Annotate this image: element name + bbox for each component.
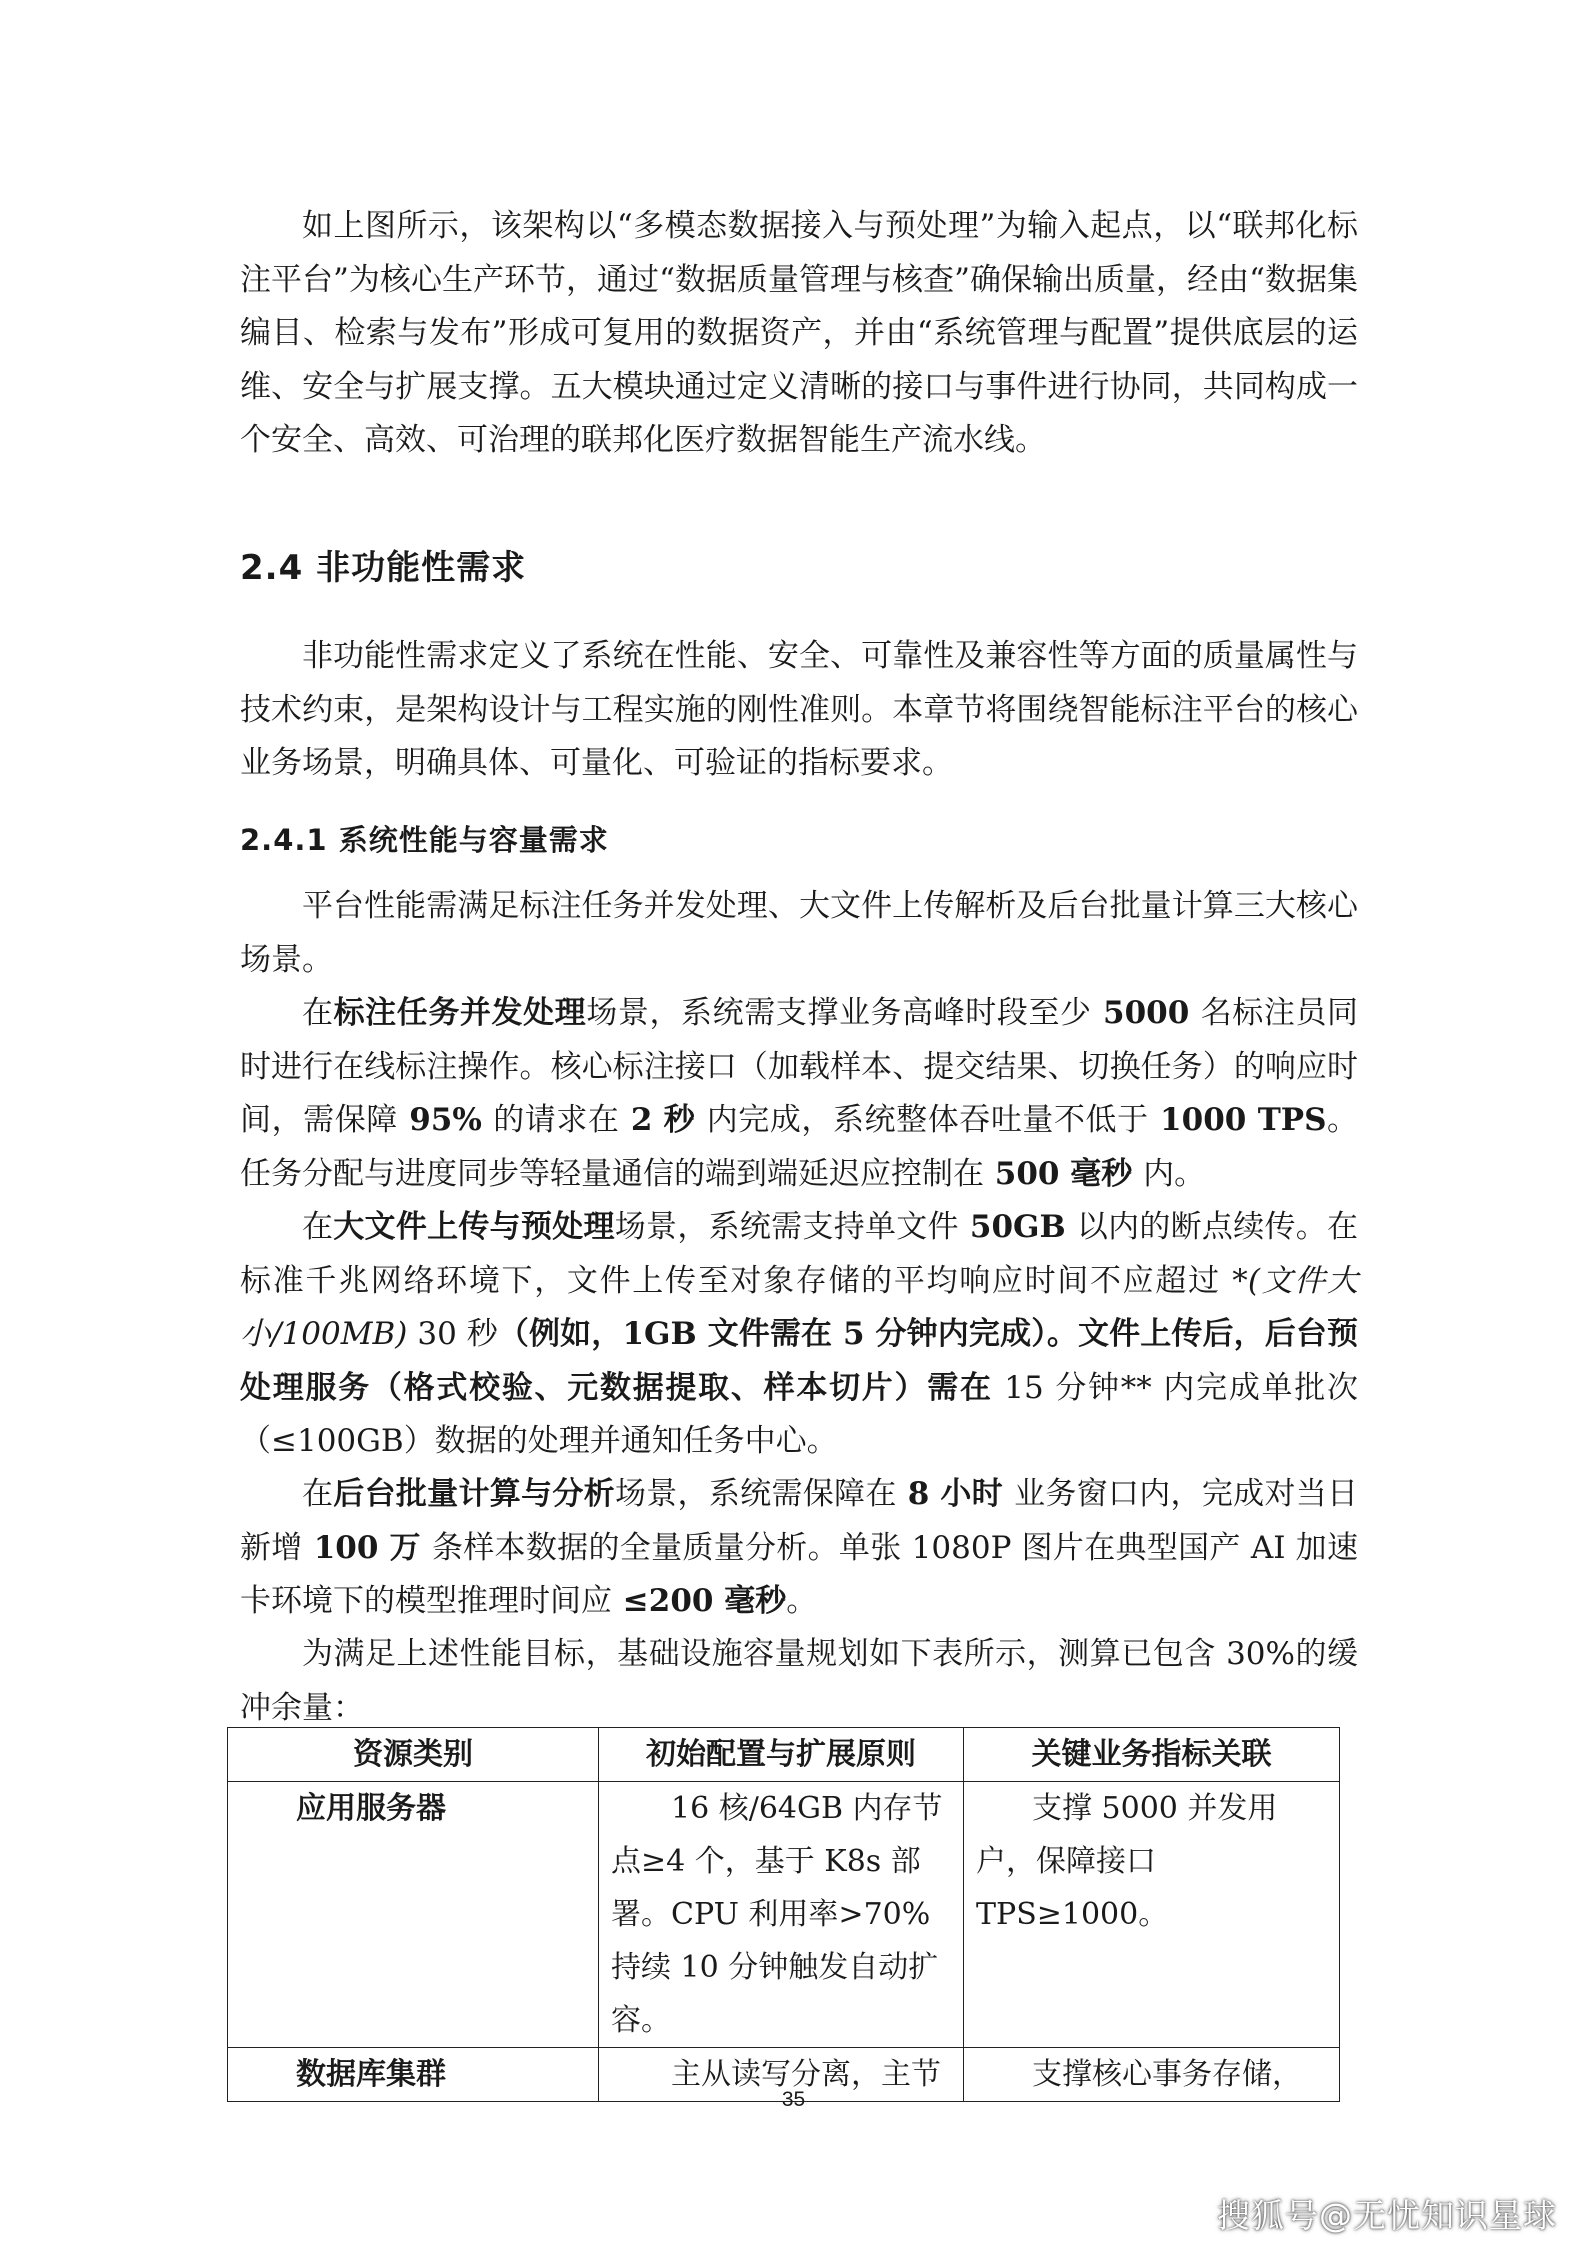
table-header-row: [228, 1728, 1340, 1782]
table-header-cell: 初始配置与扩展原则: [599, 1728, 964, 1782]
concurrency-paragraph: 在标注任务并发处理场景，系统需支撑业务高峰时段至少 5000 名标注员同时进行在线标注操作。核心标注接口（加载样本、提交结果、切换任务）的响应时间，需保障 95% 的请求在 2 秒 内完成，系统整体吞吐量不低于 1000 TPS。任务分配与进度同步等轻量通信的端到端延迟应控制在 500 毫秒 内。: [240, 995, 1359, 1192]
subsection-number: 2.4.1: [240, 823, 328, 857]
subsection-heading: [240, 818, 609, 859]
section-heading: [240, 540, 526, 589]
table-header-cell: 关键业务指标关联: [964, 1728, 1340, 1782]
metric-cell: 支撑 5000 并发用户，保障接口 TPS≥1000。: [964, 1782, 1340, 2048]
capacity-table: [227, 1727, 1340, 2102]
metric-cell: 支撑核心事务存储，: [964, 2048, 1340, 2102]
upload-paragraph: 在大文件上传与预处理场景，系统需支持单文件 50GB 以内的断点续传。在标准千兆网络环境下，文件上传至对象存储的平均响应时间不应超过 *(文件大小/100MB) 30 秒（例如，1GB 文件需在 5 分钟内完成）。文件上传后，后台预处理服务（格式校验、元数据提取、样本切片）需在 15 分钟** 内完成单批次（≤100GB）数据的处理并通知任务中心。: [240, 1209, 1359, 1459]
resource-name-cell: 应用服务器: [228, 1782, 599, 2048]
subsection-title: 系统性能与容量需求: [338, 823, 609, 857]
table-header-cell: 资源类别: [228, 1728, 599, 1782]
config-cell: 主从读写分离，主节: [599, 2048, 964, 2102]
capacity-intro-paragraph: 为满足上述性能目标，基础设施容量规划如下表所示，测算已包含 30%的缓冲余量：: [240, 1636, 1358, 1726]
table-row: [228, 1782, 1340, 2048]
section-intro-paragraph: 非功能性需求定义了系统在性能、安全、可靠性及兼容性等方面的质量属性与技术约束，是架构设计与工程实施的刚性准则。本章节将围绕智能标注平台的核心业务场景，明确具体、可量化、可验证的指标要求。: [240, 638, 1358, 781]
intro-paragraph: 如上图所示，该架构以“多模态数据接入与预处理”为输入起点，以“联邦化标注平台”为核心生产环节，通过“数据质量管理与核查”确保输出质量，经由“数据集编目、检索与发布”形成可复用的数据资产，并由“系统管理与配置”提供底层的运维、安全与扩展支撑。五大模块通过定义清晰的接口与事件进行协同，共同构成一个安全、高效、可治理的联邦化医疗数据智能生产流水线。: [240, 208, 1358, 458]
config-cell: 16 核/64GB 内存节点≥4 个，基于 K8s 部署。CPU 利用率>70%持续 10 分钟触发自动扩容。: [599, 1782, 964, 2048]
section-title: 非功能性需求: [316, 548, 527, 588]
resource-name-cell: 数据库集群: [228, 2048, 599, 2102]
watermark: 搜狐号@无忧知识星球: [1217, 2196, 1557, 2235]
page-number: 35: [781, 2088, 806, 2111]
batch-compute-paragraph: 在后台批量计算与分析场景，系统需保障在 8 小时 业务窗口内，完成对当日新增 100 万 条样本数据的全量质量分析。单张 1080P 图片在典型国产 AI 加速卡环境下的模型推理时间应 ≤200 毫秒。: [240, 1476, 1359, 1619]
section-number: 2.4: [240, 548, 304, 588]
performance-intro-paragraph: 平台性能需满足标注任务并发处理、大文件上传解析及后台批量计算三大核心场景。: [240, 888, 1358, 978]
